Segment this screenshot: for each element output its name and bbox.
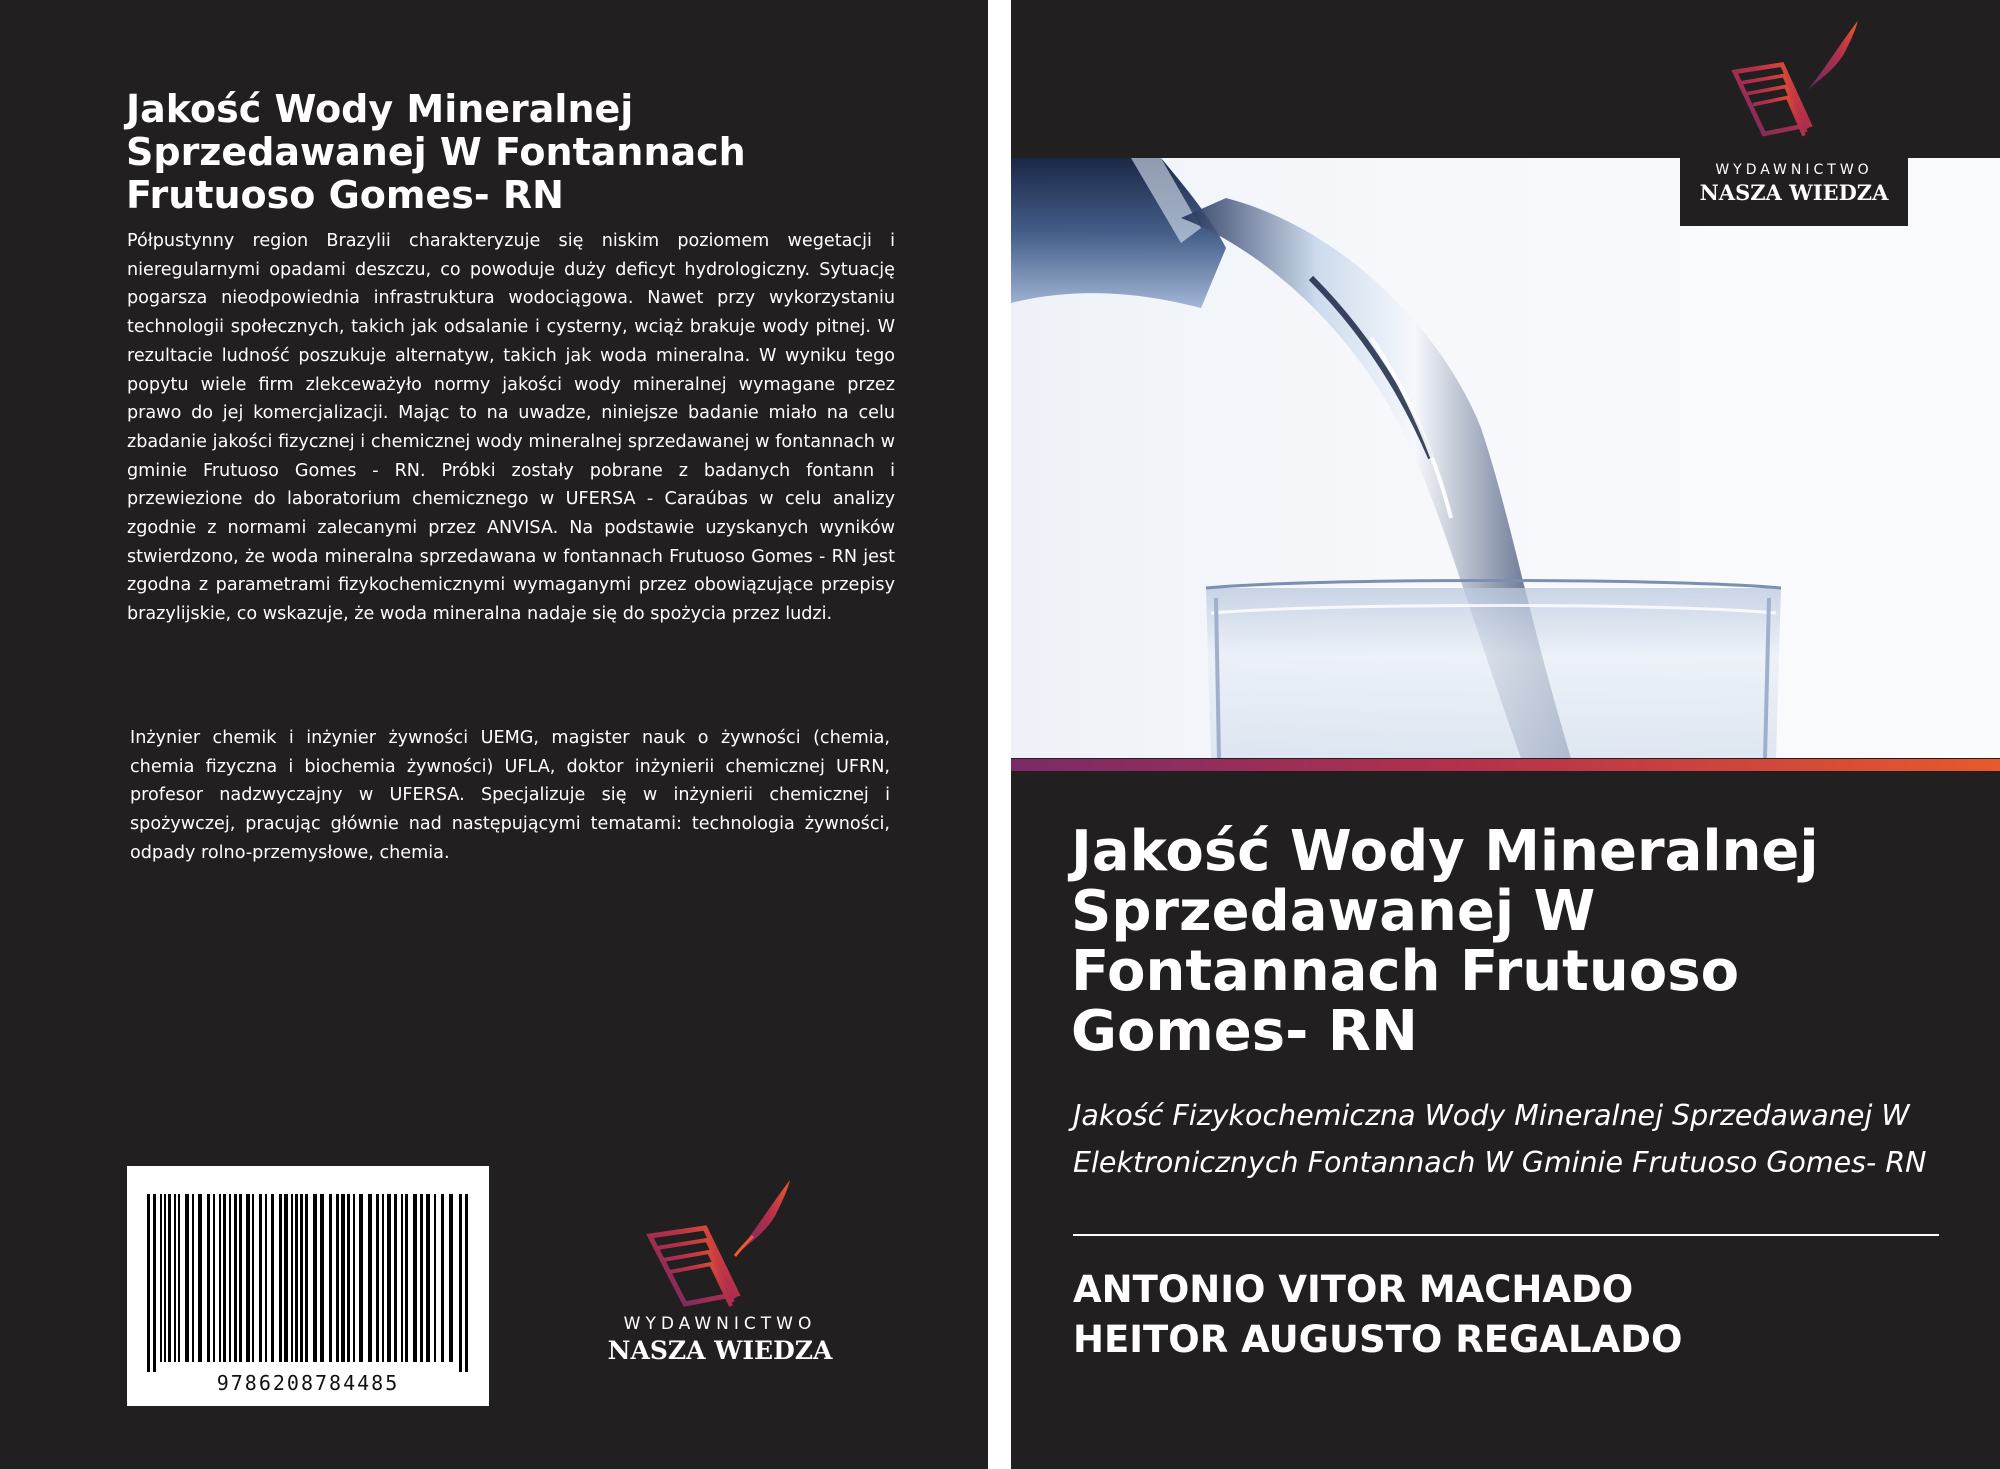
barcode-bar [213,1194,215,1362]
barcode-bar [147,1194,150,1372]
barcode-bar [368,1194,372,1362]
barcode-bar [459,1194,462,1372]
barcode-bar [413,1194,417,1362]
barcode-bar [284,1194,288,1362]
barcode-bar [185,1194,189,1362]
barcode-bar [465,1194,468,1372]
barcode-bar [153,1194,156,1372]
barcode-bar [341,1194,345,1362]
water-pouring-illustration [1011,158,2000,758]
barcode-bar [382,1194,384,1362]
accent-stripe [1011,759,2000,771]
author-bio: Inżynier chemik i inżynier żywności UEMG, magister nauk o żywności (chemia, chemia fizyczna i biochemia żywności) UFLA, doktor inżynierii chemicznej UFRN, profesor nadzwyczajny w UFERSA. Specjalizuje się w inżynierii chemicznej i spożywczej, pracując głównie nad następującymi tematami: technologia żywności, odpady rolno-przemysłowe, chemia. [130,728,890,863]
barcode-bar [178,1194,180,1362]
barcode-bar [329,1194,332,1362]
barcode-bar [198,1194,202,1362]
barcode-bar [168,1194,171,1362]
publisher-small-label: WYDAWNICTWO [623,1314,817,1334]
barcode-bar [401,1194,403,1362]
front-cover-title: Jakość Wody Mineralnej Sprzedawanej W Fontannach Frutuoso Gomes- RN [1071,819,1819,1064]
front-publisher-logo [1680,0,1908,226]
barcode-bar [192,1194,194,1362]
publisher-name: NASZA WIEDZA [1699,180,1889,205]
barcode-bar [259,1194,262,1362]
barcode-bar [305,1194,308,1362]
book-quill-logo-icon [1680,6,1908,156]
barcode-bar [246,1194,250,1362]
barcode-bar [347,1194,350,1362]
publisher-wordmark [595,1314,845,1365]
barcode-bars [127,1166,489,1406]
barcode-bar [426,1194,430,1362]
barcode-bar [223,1194,226,1362]
barcode-bar [160,1194,162,1362]
barcode-bar [300,1194,303,1362]
back-cover [0,0,988,1469]
author-name-2: HEITOR AUGUSTO REGALADO [1073,1318,1683,1361]
barcode-bar [174,1194,176,1362]
barcode-bar [229,1194,231,1362]
barcode-bar [164,1194,166,1362]
barcode-bar [291,1194,293,1362]
barcode-bar [387,1194,391,1362]
back-cover-title: Jakość Wody Mineralnej Sprzedawanej W Fontannach Frutuoso Gomes- RN [126,87,746,217]
barcode-bar [295,1194,298,1362]
barcode-bar [434,1194,436,1362]
barcode-bar [336,1194,339,1362]
publisher-wordmark [1680,162,1908,205]
back-cover-abstract: Półpustynny region Brazylii charakteryzuje się niskim poziomem wegetacji i nieregularnymi opadami deszczu, co powoduje duży deficyt hydrologiczny. Sytuację pogarsza nieodpowiednia infrastruktura wodociągowa. Nawet przy wykorzystaniu technologii społecznych, takich jak odsalanie i cysterny, wciąż brakuje wody pitnej. W rezultacie ludność poszukuje alternatyw, takich jak woda mineralna. W wyniku tego popytu wiele firm zlekceważyło normy jakości wody mineralnej wymagane przez prawo do jej komercjalizacji. Mając to na uwadze, niniejsze badanie miało na celu zbadanie jakości fizycznej i chemicznej wody mineralnej sprzedawanej w fontannach w gminie Frutuoso Gomes - RN. Próbki zostały pobrane z badanych fontann i przewiezione do laboratorium chemicznego w UFERSA - Caraúbas w celu analizy zgodnie z normami zalecanymi przez ANVISA. Na podstawie uzyskanych wyników stwierdzono, że woda mineralna sprzedawana w fontannach Frutuoso Gomes - RN jest zgodna z parametrami fizykochemicznymi wymaganymi przez obowiązujące przepisy brazylijskie, co wskazuje, że woda mineralna nadaje się do spożycia przez ludzi. [127,231,895,625]
barcode-bar [441,1194,444,1362]
isbn-barcode [127,1166,489,1406]
front-cover-subtitle: Jakość Fizykochemiczna Wody Mineralnej Sprzedawanej W Elektronicznych Fontannach W Gminie Frutuoso Gomes- RN [1073,1099,1927,1179]
barcode-bar [313,1194,317,1362]
barcode-bar [405,1194,408,1362]
publisher-small-label: WYDAWNICTWO [1715,162,1873,178]
barcode-bar [252,1194,254,1362]
barcode-bar [320,1194,324,1362]
barcode-bar [359,1194,363,1362]
front-cover [1011,0,2000,1469]
cover-photo-water-pouring [1011,158,2000,758]
barcode-bar [207,1194,210,1362]
barcode-bar [394,1194,397,1362]
author-name-1: ANTONIO VITOR MACHADO [1073,1268,1634,1311]
barcode-bar [271,1194,274,1362]
publisher-name: NASZA WIEDZA [607,1336,833,1365]
barcode-bar [239,1194,242,1362]
barcode-bar [265,1194,267,1362]
barcode-bar [376,1194,379,1362]
isbn-digits: 9786208784485 [216,1371,400,1395]
barcode-bar [234,1194,237,1362]
back-publisher-logo [595,1176,845,1376]
divider [1073,1234,1939,1236]
barcode-bar [449,1194,453,1362]
barcode-bar [219,1194,221,1362]
barcode-bar [279,1194,282,1362]
book-quill-logo-icon [595,1176,845,1316]
barcode-bar [353,1194,355,1362]
barcode-bar [420,1194,423,1362]
